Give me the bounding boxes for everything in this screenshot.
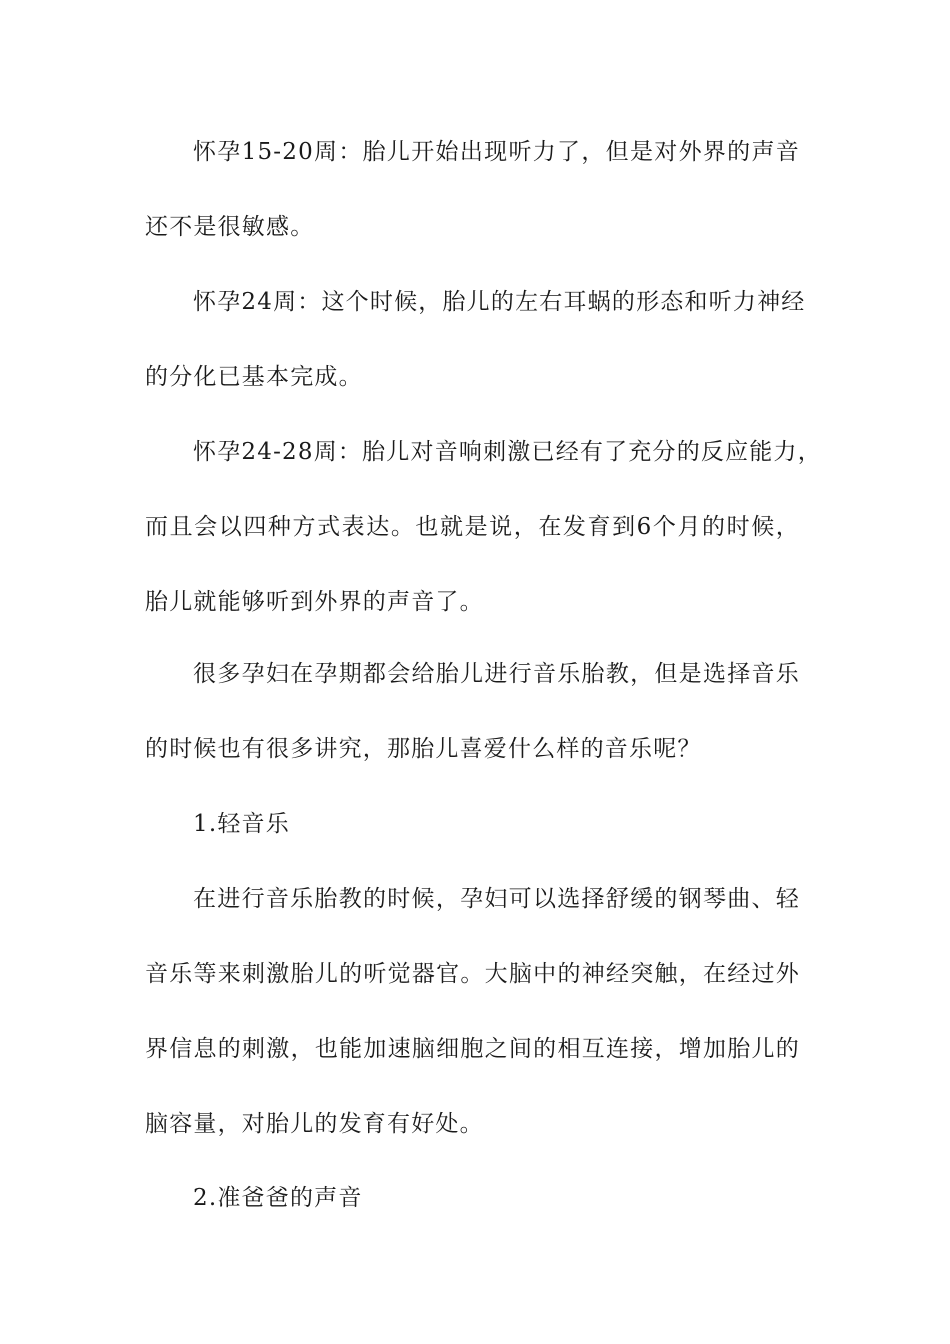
section-heading-2: 2.准爸爸的声音 [193, 1185, 363, 1211]
paragraph-4-line-2: 的时候也有很多讲究，那胎儿喜爱什么样的音乐呢？ [145, 736, 702, 762]
paragraph-5-line-1: 在进行音乐胎教的时候，孕妇可以选择舒缓的钢琴曲、轻 [193, 886, 800, 912]
paragraph-3-line-2: 而且会以四种方式表达。也就是说，在发育到6个月的时候， [145, 514, 800, 540]
paragraph-1-line-1: 怀孕15-20周：胎儿开始出现听力了，但是对外界的声音 [193, 139, 800, 165]
paragraph-4-line-1: 很多孕妇在孕期都会给胎儿进行音乐胎教，但是选择音乐 [193, 661, 800, 687]
paragraph-1-line-2: 还不是很敏感。 [145, 214, 315, 240]
paragraph-5-line-2: 音乐等来刺激胎儿的听觉器官。大脑中的神经突触，在经过外 [145, 961, 800, 987]
paragraph-3-line-1: 怀孕24-28周：胎儿对音响刺激已经有了充分的反应能力， [193, 439, 822, 465]
paragraph-3-line-3: 胎儿就能够听到外界的声音了。 [145, 589, 484, 615]
paragraph-2-line-2: 的分化已基本完成。 [145, 364, 363, 390]
section-heading-1: 1.轻音乐 [193, 811, 290, 837]
paragraph-5-line-3: 界信息的刺激，也能加速脑细胞之间的相互连接，增加胎儿的 [145, 1036, 800, 1062]
paragraph-5-line-4: 脑容量，对胎儿的发育有好处。 [145, 1111, 484, 1137]
paragraph-2-line-1: 怀孕24周：这个时候，胎儿的左右耳蜗的形态和听力神经 [193, 289, 806, 315]
